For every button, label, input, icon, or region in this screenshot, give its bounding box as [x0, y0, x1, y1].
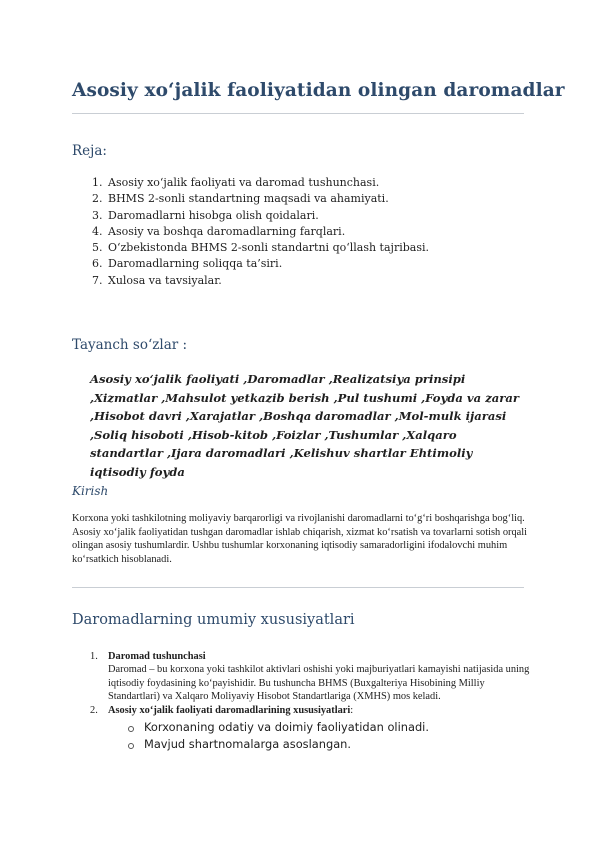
section-heading: Daromadlarning umumiy xususiyatlari — [72, 612, 355, 628]
item-title-suffix: : — [350, 704, 354, 716]
reja-item: 2. BHMS 2-sonli standartning maqsadi va ahamiyati. — [106, 191, 429, 207]
kirish-paragraph: Korxona yoki tashkilotning moliyaviy barqarorligi va rivojlanishi daromadlarni to‘g‘ri boshqarishga bog‘liq. Asosiy xo‘jalik faoliyatidan tushgan daromadlar ishlab chiqarish, xizmat ko‘rsatish va tovarlarni sotish orqali olingan asosiy tushumlardir. Ushbu tushumlar korxonaning iqtisodiy samaradorligini ifodalovchi muhim ko‘rsatkich hisoblanadi. — [72, 513, 528, 565]
kirish-heading: Kirish — [72, 484, 109, 498]
circle-bullet-icon — [128, 726, 134, 732]
sub-list — [108, 719, 532, 754]
reja-item: 7. Xulosa va tavsiyalar. — [106, 273, 429, 289]
item-title: Daromad tushunchasi — [108, 651, 206, 662]
section-list — [72, 650, 532, 754]
reja-item: 6. Daromadlarning soliqqa ta’siri. — [106, 256, 429, 272]
document-title: Asosiy xo‘jalik faoliyatidan olingan daromadlar — [72, 80, 565, 101]
reja-item: 5. O‘zbekistonda BHMS 2-sonli standartni qo‘llash tajribasi. — [106, 240, 429, 256]
sub-list-item — [108, 719, 532, 736]
item-number: 1. — [90, 651, 98, 662]
list-item — [72, 704, 532, 754]
title-divider — [72, 113, 524, 114]
reja-item: 3. Daromadlarni hisobga olish qoidalari. — [106, 208, 429, 224]
sub-item-text: Korxonaning odatiy va doimiy faoliyatidan olinadi. — [144, 720, 429, 735]
item-number: 2. — [90, 704, 98, 716]
keywords-heading: Tayanch so‘zlar : — [72, 337, 188, 353]
item-title: Asosiy xo‘jalik faoliyati daromadlarining xususiyatlari — [108, 704, 351, 716]
sub-list-item — [108, 736, 532, 753]
sub-item-text: Mavjud shartnomalarga asoslangan. — [144, 737, 352, 752]
circle-bullet-icon — [128, 743, 134, 749]
item-body: Daromad – bu korxona yoki tashkilot aktivlari oshishi yoki majburiyatlari kamayishi natijasida uning iqtisodiy foydasining ko‘payishidir. Bu tushuncha BHMS (Buxgalteriya Hisobining Milliy Standartlari) va Xalqaro Moliyaviy Hisobot Standartlariga (XMHS) mos keladi. — [108, 664, 530, 703]
section-divider — [72, 587, 524, 588]
reja-item: 4. Asosiy va boshqa daromadlarning farqlari. — [106, 224, 429, 240]
reja-item: 1. Asosiy xo‘jalik faoliyati va daromad tushunchasi. — [106, 175, 429, 191]
keywords-text: Asosiy xo‘jalik faoliyati ,Daromadlar ,Realizatsiya prinsipi ,Xizmatlar ,Mahsulot yetkazib berish ,Pul tushumi ,Foyda va zarar ,Hisobot davri ,Xarajatlar ,Boshqa daromadlar ,Mol-mulk ijarasi ,Soliq hisoboti ,Hisob-kitob ,Foizlar ,Tushumlar ,Xalqaro standartlar ,Ijara daromadlari ,Kelishuv shartlar Ehtimoliy iqtisodiy foyda — [90, 372, 520, 479]
reja-heading: Reja: — [72, 143, 107, 159]
reja-list — [72, 175, 429, 289]
list-item — [72, 650, 532, 704]
